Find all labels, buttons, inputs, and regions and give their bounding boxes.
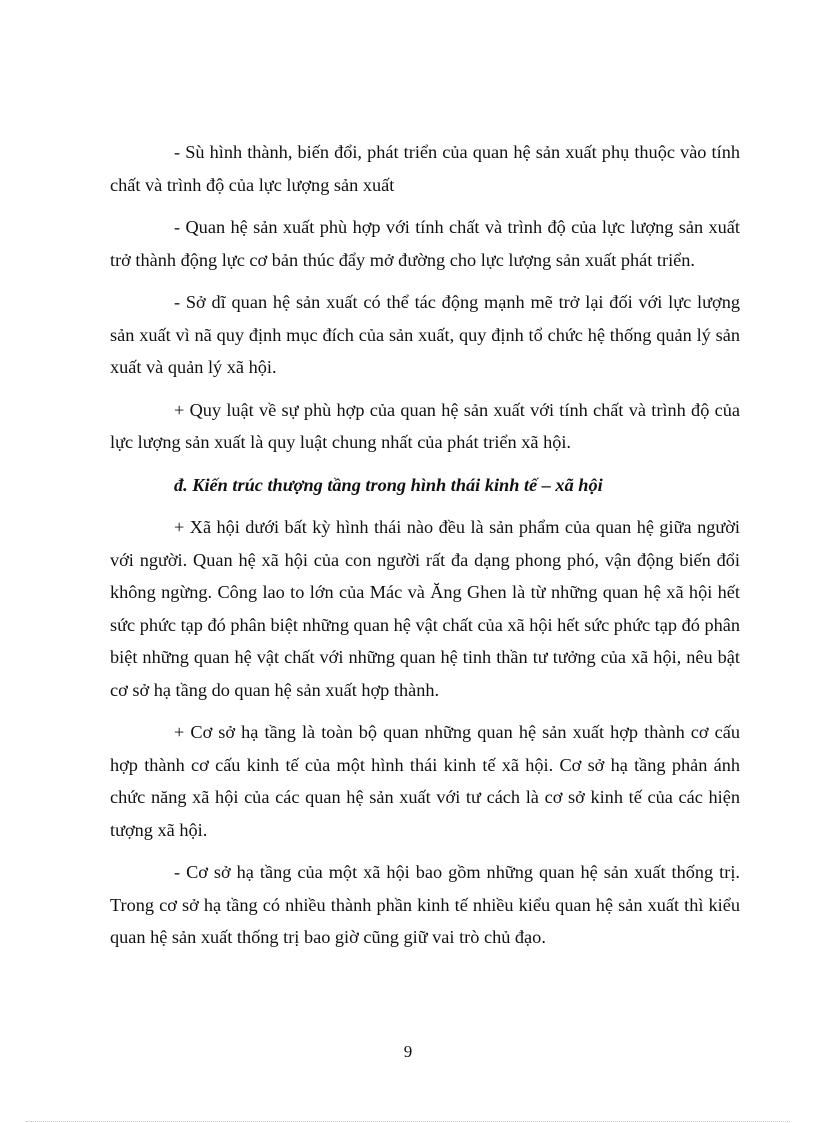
section-heading: đ. Kiến trúc thượng tầng trong hình thái kinh tế – xã hội bbox=[174, 474, 603, 495]
paragraph: - Sở dĩ quan hệ sản xuất có thể tác động mạnh mẽ trở lại đối với lực lượng sản xuất vì nã quy định mục đích của sản xuất, quy định tổ chức hệ thống quản lý sản xuất và quản lý xã hội. bbox=[110, 292, 740, 377]
paragraph: - Cơ sở hạ tầng của một xã hội bao gồm những quan hệ sản xuất thống trị. Trong cơ sở hạ tầng có nhiều thành phần kinh tế nhiều kiểu quan hệ sản xuất thì kiểu quan hệ sản xuất thống trị bao giờ cũng giữ vai trò chủ đạo. bbox=[110, 862, 740, 947]
paragraph: - Quan hệ sản xuất phù hợp với tính chất và trình độ của lực lượng sản xuất trở thành động lực cơ bản thúc đẩy mở đường cho lực lượng sản xuất phát triển. bbox=[110, 217, 740, 270]
page-number: 9 bbox=[403, 1042, 413, 1061]
paragraph: + Cơ sở hạ tầng là toàn bộ quan những quan hệ sản xuất hợp thành cơ cấu hợp thành cơ cấu kinh tế của một hình thái kinh tế xã hội. Cơ sở hạ tầng phản ánh chức năng xã hội của các quan hệ sản xuất với tư cách là cơ sở kinh tế của các hiện tượng xã hội. bbox=[110, 722, 740, 840]
paragraph: + Xã hội dưới bất kỳ hình thái nào đều là sản phẩm của quan hệ giữa người với người. Quan hệ xã hội của con người rất đa dạng phong phó, vận động biến đổi không ngừng. Công lao to lớn của Mác và Ăng Ghen là từ những quan hệ xã hội hết sức phức tạp đó phân biệt những quan hệ vật chất của xã hội hết sức phức tạp đó phân biệt những quan hệ vật chất với những quan hệ tinh thần tư tưởng của xã hội, nêu bật cơ sở hạ tầng do quan hệ sản xuất hợp thành. bbox=[110, 517, 740, 700]
document-body bbox=[110, 136, 740, 964]
paragraph: - Sù hình thành, biến đổi, phát triển của quan hệ sản xuất phụ thuộc vào tính chất và trình độ của lực lượng sản xuất bbox=[110, 142, 740, 195]
footer-divider bbox=[26, 1121, 790, 1122]
paragraph: + Quy luật về sự phù hợp của quan hệ sản xuất với tính chất và trình độ của lực lượng sản xuất là quy luật chung nhất của phát triển xã hội. bbox=[110, 399, 740, 452]
